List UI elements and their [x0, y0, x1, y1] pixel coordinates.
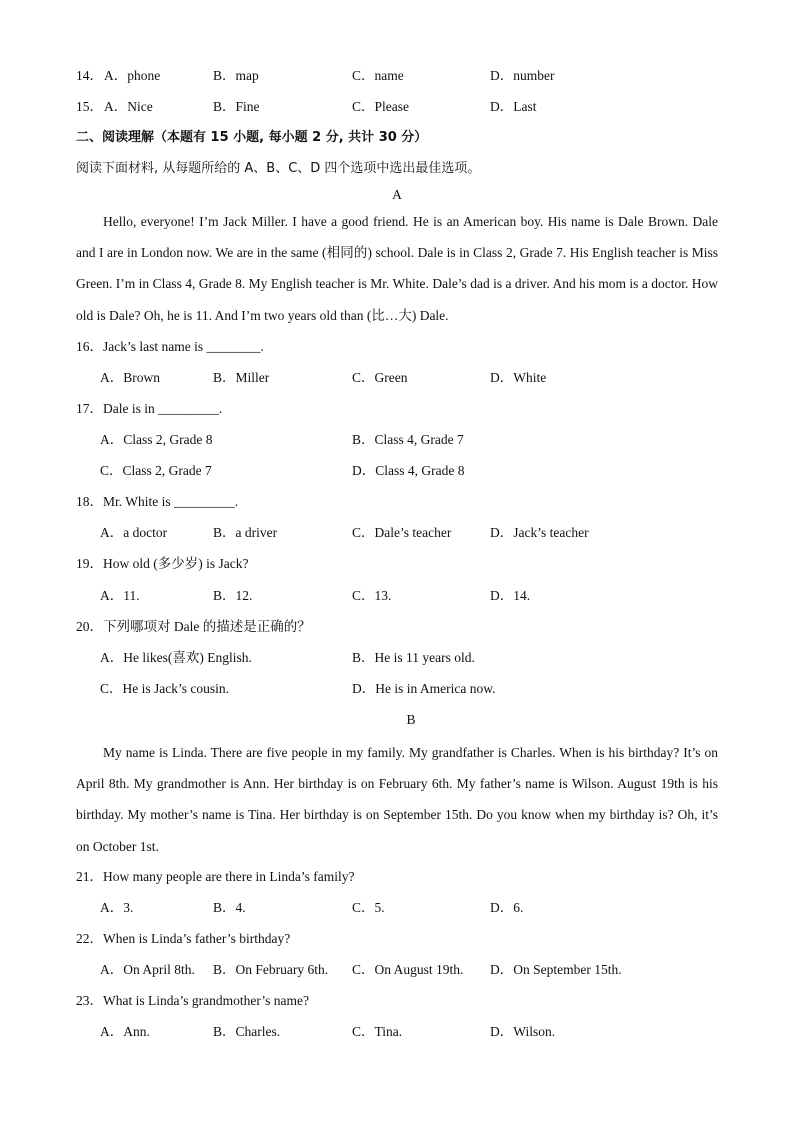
- question-stem: 23．What is Linda’s grandmother’s name?: [76, 993, 309, 1008]
- question-stem: 19．How old (多少岁) is Jack?: [76, 556, 249, 571]
- option-c: C．Please: [352, 99, 409, 114]
- option-a: A．Brown: [100, 370, 160, 385]
- option-d: D．White: [490, 370, 547, 385]
- option-a: A．11.: [100, 588, 140, 603]
- question-number: 14．: [76, 68, 103, 83]
- question-stem: 18．Mr. White is _________.: [76, 494, 239, 509]
- question-stem: 16．Jack’s last name is ________.: [76, 339, 264, 354]
- option-b: B．Charles.: [213, 1024, 281, 1039]
- option-a: A．a doctor: [100, 525, 168, 540]
- option-d: D．Wilson.: [490, 1024, 556, 1039]
- option-b: B．12.: [213, 588, 253, 603]
- option-b: B．Fine: [213, 99, 260, 114]
- option-c: C．5.: [352, 900, 385, 915]
- option-a: A．Class 2, Grade 8: [100, 432, 213, 447]
- option-c: C．He is Jack’s cousin.: [100, 681, 229, 696]
- question-stem: 17．Dale is in _________.: [76, 401, 223, 416]
- option-c: C．name: [352, 68, 404, 83]
- option-c: C．Class 2, Grade 7: [100, 463, 212, 478]
- passage-a-label: A: [392, 187, 402, 202]
- question-number: 15．: [76, 99, 103, 114]
- passage-b-text: My name is Linda. There are five people in my family. My grandfather is Charles. When is his birthday? It’s on April 8th. My grandmother is Ann. Her birthday is on February 6th. My father’s name is Wilson. August 19th is his birthday. My mother’s name is Tina. Her birthday is on September 15th. Do you know when my birthday is? Oh, it’s on October 1st.: [76, 745, 718, 854]
- option-c: C．Dale’s teacher: [352, 525, 452, 540]
- option-b: B．He is 11 years old.: [352, 650, 475, 665]
- option-b: B．4.: [213, 900, 246, 915]
- question-stem: 22．When is Linda’s father’s birthday?: [76, 931, 291, 946]
- passage-b-label: B: [406, 712, 416, 727]
- option-d: D．14.: [490, 588, 531, 603]
- question-stem: 20．下列哪项对 Dale 的描述是正确的？: [76, 619, 311, 634]
- section-heading: 二、阅读理解（本题有 15 小题, 每小题 2 分, 共计 30 分）: [76, 130, 428, 145]
- option-b: B．map: [213, 68, 259, 83]
- option-d: D．Jack’s teacher: [490, 525, 589, 540]
- option-b: B．On February 6th.: [213, 962, 329, 977]
- option-b: B．a driver: [213, 525, 278, 540]
- passage-a-text: Hello, everyone! I’m Jack Miller. I have a good friend. He is an American boy. His name is Dale Brown. Dale and I are in London now. We are in the same (相同的) school. Dale is in Class 2, Grade 7. His English teacher is Miss Green. I’m in Class 4, Grade 8. My English teacher is Mr. White. Dale’s dad is a driver. And his mom is a doctor. How old is Dale? Oh, he is 11. And I’m two years old than (比…大) Dale.: [76, 214, 718, 323]
- option-d: D．He is in America now.: [352, 681, 496, 696]
- option-c: C．Tina.: [352, 1024, 403, 1039]
- section-instruction: 阅读下面材料, 从每题所给的 A、B、C、D 四个选项中选出最佳选项。: [76, 161, 481, 176]
- option-c: C．On August 19th.: [352, 962, 464, 977]
- option-c: C．13.: [352, 588, 392, 603]
- option-d: D．Last: [490, 99, 537, 114]
- option-a: A．3.: [100, 900, 134, 915]
- option-a: A．Nice: [104, 99, 153, 114]
- option-c: C．Green: [352, 370, 408, 385]
- question-stem: 21．How many people are there in Linda’s family?: [76, 869, 355, 884]
- option-a: A．On April 8th.: [100, 962, 195, 977]
- option-b: B．Class 4, Grade 7: [352, 432, 464, 447]
- option-d: D．Class 4, Grade 8: [352, 463, 465, 478]
- option-d: D．On September 15th.: [490, 962, 622, 977]
- option-d: D．6.: [490, 900, 524, 915]
- option-b: B．Miller: [213, 370, 270, 385]
- option-a: A．He likes(喜欢) English.: [100, 650, 252, 665]
- option-d: D．number: [490, 68, 555, 83]
- option-a: A．Ann.: [100, 1024, 150, 1039]
- option-a: A．phone: [104, 68, 161, 83]
